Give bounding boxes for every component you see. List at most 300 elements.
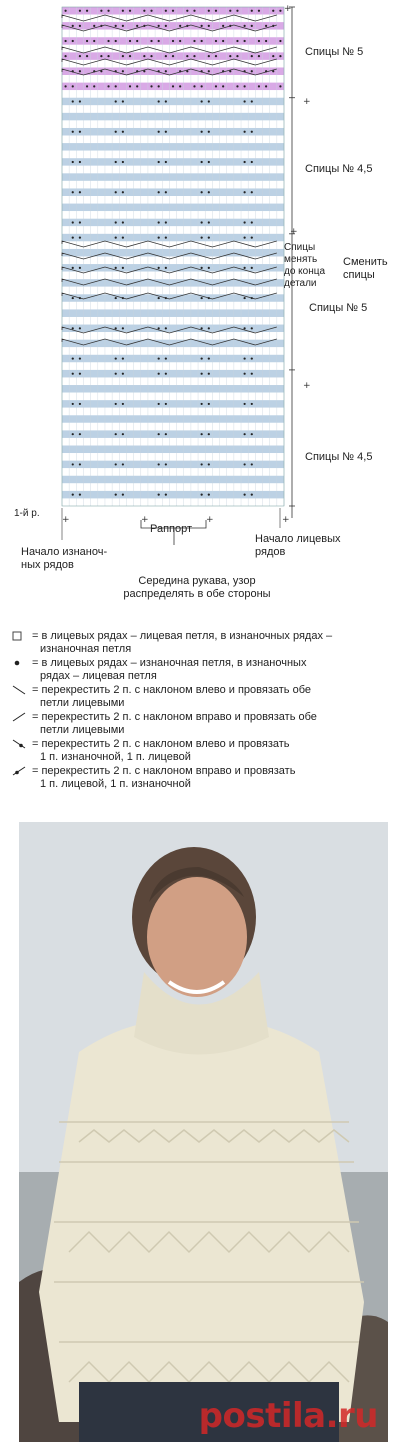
plus-mark: + bbox=[206, 515, 214, 525]
chart-dot bbox=[208, 373, 210, 375]
chart-dot bbox=[251, 373, 253, 375]
chart-dot bbox=[279, 55, 281, 57]
purl-start-line: ных рядов bbox=[21, 559, 74, 571]
chart-dot bbox=[201, 85, 203, 87]
chart-row bbox=[62, 438, 284, 446]
chart-dot bbox=[251, 357, 253, 359]
change-note-line: Сменить bbox=[343, 256, 388, 268]
cross-right-icon bbox=[12, 711, 28, 724]
man-in-cream-cable-sweater-photo bbox=[19, 822, 388, 1442]
chart-dot bbox=[258, 55, 260, 57]
chart-dot bbox=[222, 40, 224, 42]
chart-dot bbox=[64, 85, 66, 87]
chart-dot bbox=[72, 297, 74, 299]
chart-dot bbox=[251, 25, 253, 27]
chart-dot bbox=[115, 161, 117, 163]
legend-text bbox=[32, 684, 402, 710]
chart-dot bbox=[158, 327, 160, 329]
chart-dot bbox=[72, 357, 74, 359]
chart-dot bbox=[172, 55, 174, 57]
chart-dot bbox=[79, 463, 81, 465]
chart-row bbox=[62, 453, 284, 461]
chart-dot bbox=[158, 494, 160, 496]
chart-dot bbox=[244, 236, 246, 238]
chart-dot bbox=[158, 433, 160, 435]
legend-line: рядах – лицевая петля bbox=[40, 670, 157, 682]
chart-dot bbox=[79, 100, 81, 102]
chart-dot bbox=[107, 55, 109, 57]
chart-dot bbox=[244, 25, 246, 27]
chart-dot bbox=[158, 236, 160, 238]
chart-dot bbox=[136, 85, 138, 87]
chart-dot bbox=[79, 236, 81, 238]
chart-dot bbox=[244, 131, 246, 133]
chart-dot bbox=[158, 161, 160, 163]
chart-dot bbox=[158, 221, 160, 223]
chart-dot bbox=[208, 161, 210, 163]
chart-dot bbox=[208, 191, 210, 193]
chart-dot bbox=[165, 357, 167, 359]
chart-row bbox=[62, 347, 284, 355]
chart-dot bbox=[158, 463, 160, 465]
chart-dot bbox=[186, 55, 188, 57]
chart-dot bbox=[86, 40, 88, 42]
chart-row bbox=[62, 204, 284, 212]
chart-dot bbox=[208, 221, 210, 223]
chart-dot bbox=[201, 221, 203, 223]
chart-dot bbox=[208, 357, 210, 359]
legend-line: петли лицевыми bbox=[40, 724, 125, 736]
change-note-line: спицы bbox=[343, 269, 375, 281]
side-note-line: детали bbox=[284, 278, 317, 289]
chart-dot bbox=[79, 131, 81, 133]
chart-dot bbox=[93, 85, 95, 87]
plus-mark: + bbox=[303, 97, 311, 107]
chart-dot bbox=[201, 236, 203, 238]
chart-dot bbox=[215, 85, 217, 87]
chart-row bbox=[62, 143, 284, 151]
chart-dot bbox=[165, 403, 167, 405]
chart-row bbox=[62, 136, 284, 144]
legend-line: петли лицевыми bbox=[40, 697, 125, 709]
chart-dot bbox=[272, 55, 274, 57]
chart-dot bbox=[100, 55, 102, 57]
chart-dot bbox=[122, 100, 124, 102]
section-label-1: Спицы № 5 bbox=[305, 46, 364, 58]
chart-row bbox=[62, 415, 284, 423]
chart-dot bbox=[244, 267, 246, 269]
chart-row bbox=[62, 226, 284, 234]
chart-dot bbox=[122, 25, 124, 27]
chart-dot bbox=[150, 10, 152, 12]
chart-dot bbox=[265, 40, 267, 42]
chart-dot bbox=[215, 10, 217, 12]
chart-dot bbox=[201, 433, 203, 435]
chart-dot bbox=[251, 403, 253, 405]
chart-dot bbox=[107, 40, 109, 42]
chart-dot bbox=[115, 40, 117, 42]
chart-dot bbox=[165, 433, 167, 435]
chart-row bbox=[62, 332, 284, 340]
chart-dot bbox=[129, 40, 131, 42]
chart-dot bbox=[244, 191, 246, 193]
chart-row bbox=[62, 272, 284, 280]
chart-dot bbox=[172, 40, 174, 42]
chart-dot bbox=[158, 373, 160, 375]
chart-row bbox=[62, 90, 284, 98]
chart-dot bbox=[186, 10, 188, 12]
chart-dot bbox=[100, 10, 102, 12]
chart-dot bbox=[193, 10, 195, 12]
chart-dot bbox=[72, 131, 74, 133]
chart-dot bbox=[165, 25, 167, 27]
repeat-label: Раппорт bbox=[150, 523, 193, 535]
chart-dot bbox=[201, 357, 203, 359]
chart-dot bbox=[158, 357, 160, 359]
chart-dot bbox=[115, 221, 117, 223]
chart-dot bbox=[215, 55, 217, 57]
chart-dot bbox=[122, 357, 124, 359]
dot-icon bbox=[12, 657, 28, 670]
chart-row bbox=[62, 317, 284, 325]
chart-dot bbox=[201, 161, 203, 163]
side-note bbox=[284, 242, 344, 290]
chart-dot bbox=[115, 327, 117, 329]
chart-dot bbox=[236, 10, 238, 12]
chart-dot bbox=[222, 85, 224, 87]
chart-dot bbox=[115, 297, 117, 299]
chart-dot bbox=[122, 403, 124, 405]
chart-row bbox=[62, 468, 284, 476]
chart-dot bbox=[258, 10, 260, 12]
chart-dot bbox=[79, 70, 81, 72]
chart-dot bbox=[72, 221, 74, 223]
chart-dot bbox=[72, 100, 74, 102]
purl-rows-start bbox=[21, 546, 131, 572]
chart-dot bbox=[79, 191, 81, 193]
chart-row bbox=[62, 393, 284, 401]
chart-dot bbox=[64, 40, 66, 42]
chart-dot bbox=[150, 40, 152, 42]
chart-dot bbox=[244, 161, 246, 163]
chart-dot bbox=[165, 494, 167, 496]
chart-dot bbox=[251, 161, 253, 163]
plus-mark: + bbox=[141, 515, 149, 525]
chart-dot bbox=[244, 100, 246, 102]
chart-dot bbox=[115, 191, 117, 193]
chart-row bbox=[62, 196, 284, 204]
chart-dot bbox=[86, 85, 88, 87]
chart-dot bbox=[79, 221, 81, 223]
chart-dot bbox=[122, 327, 124, 329]
chart-dot bbox=[208, 463, 210, 465]
chart-row bbox=[62, 211, 284, 219]
section-label-2: Спицы № 4,5 bbox=[305, 163, 373, 175]
center-note-line: Середина рукава, узор bbox=[138, 575, 256, 587]
chart-dot bbox=[251, 191, 253, 193]
chart-dot bbox=[72, 267, 74, 269]
chart-dot bbox=[208, 403, 210, 405]
chart-dot bbox=[122, 433, 124, 435]
chart-dot bbox=[115, 100, 117, 102]
knit-start-line: рядов bbox=[255, 546, 286, 558]
chart-dot bbox=[86, 10, 88, 12]
chart-dot bbox=[244, 85, 246, 87]
chart-dot bbox=[79, 161, 81, 163]
chart-row bbox=[62, 241, 284, 249]
watermark: postila.ru bbox=[198, 1396, 378, 1436]
chart-dot bbox=[236, 40, 238, 42]
chart-row bbox=[62, 120, 284, 128]
chart-dot bbox=[158, 191, 160, 193]
chart-dot bbox=[165, 267, 167, 269]
legend-line: изнаночная петля bbox=[40, 643, 132, 655]
chart-dot bbox=[201, 100, 203, 102]
chart-dot bbox=[165, 10, 167, 12]
chart-dot bbox=[208, 494, 210, 496]
chart-dot bbox=[158, 100, 160, 102]
chart-dot bbox=[72, 403, 74, 405]
chart-row bbox=[62, 287, 284, 295]
chart-dot bbox=[122, 236, 124, 238]
chart-dot bbox=[122, 463, 124, 465]
chart-dot bbox=[79, 403, 81, 405]
chart-dot bbox=[129, 55, 131, 57]
chart-row bbox=[62, 483, 284, 491]
chart-dot bbox=[72, 191, 74, 193]
chart-dot bbox=[158, 85, 160, 87]
chart-dot bbox=[115, 373, 117, 375]
chart-dot bbox=[122, 267, 124, 269]
chart-dot bbox=[244, 373, 246, 375]
chart-dot bbox=[115, 25, 117, 27]
legend-text bbox=[32, 765, 402, 791]
legend-line: = перекрестить 2 п. с наклоном вправо и провязать bbox=[32, 765, 296, 777]
chart-dot bbox=[208, 267, 210, 269]
chart-dot bbox=[244, 297, 246, 299]
chart-dot bbox=[272, 10, 274, 12]
chart-dot bbox=[251, 433, 253, 435]
chart-dot bbox=[72, 40, 74, 42]
chart-row bbox=[62, 309, 284, 317]
chart-dot bbox=[251, 131, 253, 133]
chart-dot bbox=[251, 100, 253, 102]
chart-dot bbox=[129, 10, 131, 12]
section-label-4: Спицы № 4,5 bbox=[305, 451, 373, 463]
legend-text bbox=[32, 738, 402, 764]
chart-dot bbox=[72, 25, 74, 27]
chart-dot bbox=[79, 55, 81, 57]
chart-dot bbox=[208, 100, 210, 102]
chart-dot bbox=[265, 85, 267, 87]
chart-row bbox=[62, 181, 284, 189]
chart-dot bbox=[208, 236, 210, 238]
chart-dot bbox=[72, 161, 74, 163]
chart-dot bbox=[72, 327, 74, 329]
chart-dot bbox=[122, 221, 124, 223]
chart-dot bbox=[165, 373, 167, 375]
chart-dot bbox=[251, 10, 253, 12]
chart-dot bbox=[150, 55, 152, 57]
chart-dot bbox=[258, 85, 260, 87]
chart-dot bbox=[122, 161, 124, 163]
chart-row bbox=[62, 113, 284, 121]
chart-row bbox=[62, 362, 284, 370]
chart-dot bbox=[129, 85, 131, 87]
chart-dot bbox=[251, 55, 253, 57]
chart-dot bbox=[115, 236, 117, 238]
chart-dot bbox=[122, 373, 124, 375]
chart-dot bbox=[64, 55, 66, 57]
chart-row bbox=[62, 105, 284, 113]
knit-rows-start bbox=[255, 533, 365, 559]
chart-dot bbox=[251, 463, 253, 465]
legend-text bbox=[32, 657, 402, 683]
chart-dot bbox=[115, 433, 117, 435]
chart-dot bbox=[107, 85, 109, 87]
chart-dot bbox=[279, 85, 281, 87]
chart-dot bbox=[244, 433, 246, 435]
chart-dot bbox=[244, 463, 246, 465]
cross-right-dot-icon bbox=[12, 765, 28, 778]
chart-dot bbox=[150, 85, 152, 87]
legend-line: = в лицевых рядах – изнаночная петля, в изнаночных bbox=[32, 657, 307, 669]
legend-text bbox=[32, 630, 402, 656]
chart-dot bbox=[265, 25, 267, 27]
chart-dot bbox=[72, 463, 74, 465]
chart-dot bbox=[251, 494, 253, 496]
chart-dot bbox=[201, 327, 203, 329]
chart-dot bbox=[79, 327, 81, 329]
chart-dot bbox=[115, 85, 117, 87]
chart-dot bbox=[193, 40, 195, 42]
legend-line: = перекрестить 2 п. с наклоном вправо и провязать обе bbox=[32, 711, 317, 723]
chart-row bbox=[62, 279, 284, 287]
chart-dot bbox=[143, 55, 145, 57]
chart-dot bbox=[86, 55, 88, 57]
chart-dot bbox=[158, 40, 160, 42]
chart-dot bbox=[122, 494, 124, 496]
legend-text bbox=[32, 711, 402, 737]
chart-dot bbox=[244, 40, 246, 42]
side-note-line: Спицы bbox=[284, 242, 316, 253]
chart-dot bbox=[79, 494, 81, 496]
chart-dot bbox=[72, 85, 74, 87]
first-row-label: 1-й р. bbox=[14, 508, 40, 519]
chart-dot bbox=[201, 403, 203, 405]
chart-dot bbox=[165, 327, 167, 329]
legend-line: = перекрестить 2 п. с наклоном влево и провязать обе bbox=[32, 684, 311, 696]
side-note-line: менять bbox=[284, 254, 318, 265]
chart-dot bbox=[244, 403, 246, 405]
chart-dot bbox=[244, 327, 246, 329]
chart-dot bbox=[165, 55, 167, 57]
chart-dot bbox=[201, 40, 203, 42]
chart-dot bbox=[79, 357, 81, 359]
chart-dot bbox=[251, 70, 253, 72]
chart-dot bbox=[193, 85, 195, 87]
chart-dot bbox=[158, 267, 160, 269]
chart-row bbox=[62, 45, 284, 53]
chart-dot bbox=[122, 131, 124, 133]
chart-dot bbox=[72, 433, 74, 435]
legend-line: 1 п. изнаночной, 1 п. лицевой bbox=[40, 751, 191, 763]
chart-dot bbox=[244, 357, 246, 359]
chart-dot bbox=[201, 267, 203, 269]
legend-line: = в лицевых рядах – лицевая петля, в изнаночных рядах – bbox=[32, 630, 333, 642]
chart-dot bbox=[244, 494, 246, 496]
chart-dot bbox=[122, 55, 124, 57]
chart-dot bbox=[158, 403, 160, 405]
photo-illustration bbox=[19, 822, 388, 1442]
center-note-line: распределять в обе стороны bbox=[123, 588, 271, 600]
chart-row bbox=[62, 377, 284, 385]
purl-start-line: Начало изнаноч- bbox=[21, 546, 108, 558]
chart-dot bbox=[79, 433, 81, 435]
side-note-line: до конца bbox=[284, 266, 326, 277]
chart-dot bbox=[179, 25, 181, 27]
chart-dot bbox=[93, 25, 95, 27]
chart-dot bbox=[215, 40, 217, 42]
chart-dot bbox=[158, 297, 160, 299]
chart-dot bbox=[79, 25, 81, 27]
chart-dot bbox=[93, 40, 95, 42]
chart-dot bbox=[165, 70, 167, 72]
chart-dot bbox=[201, 25, 203, 27]
chart-row bbox=[62, 166, 284, 174]
chart-dot bbox=[201, 191, 203, 193]
chart-dot bbox=[115, 131, 117, 133]
cross-left-dot-icon bbox=[12, 738, 28, 751]
chart-dot bbox=[222, 25, 224, 27]
plus-mark: + bbox=[290, 227, 298, 237]
chart-dot bbox=[115, 357, 117, 359]
chart-dot bbox=[201, 297, 203, 299]
chart-dot bbox=[165, 131, 167, 133]
plus-mark: + bbox=[62, 515, 70, 525]
plus-mark: + bbox=[282, 515, 290, 525]
chart-dot bbox=[208, 327, 210, 329]
chart-row bbox=[62, 15, 284, 23]
chart-dot bbox=[79, 373, 81, 375]
chart-dot bbox=[279, 10, 281, 12]
chart-dot bbox=[122, 10, 124, 12]
chart-dot bbox=[208, 10, 210, 12]
sleeve-center-note bbox=[97, 575, 297, 601]
chart-dot bbox=[208, 433, 210, 435]
chart-dot bbox=[201, 463, 203, 465]
chart-dot bbox=[201, 373, 203, 375]
knit-start-line: Начало лицевых bbox=[255, 533, 341, 545]
chart-dot bbox=[165, 191, 167, 193]
chart-dot bbox=[208, 70, 210, 72]
chart-dot bbox=[258, 40, 260, 42]
chart-row bbox=[62, 446, 284, 454]
chart-dot bbox=[179, 40, 181, 42]
chart-dot bbox=[72, 373, 74, 375]
chart-row bbox=[62, 408, 284, 416]
chart-dot bbox=[122, 191, 124, 193]
chart-dot bbox=[193, 55, 195, 57]
chart-row bbox=[62, 30, 284, 38]
chart-dot bbox=[279, 40, 281, 42]
chart-row bbox=[62, 151, 284, 159]
chart-dot bbox=[229, 10, 231, 12]
plus-mark: + bbox=[284, 4, 292, 14]
chart-dot bbox=[143, 10, 145, 12]
chart-dot bbox=[201, 131, 203, 133]
chart-dot bbox=[244, 221, 246, 223]
